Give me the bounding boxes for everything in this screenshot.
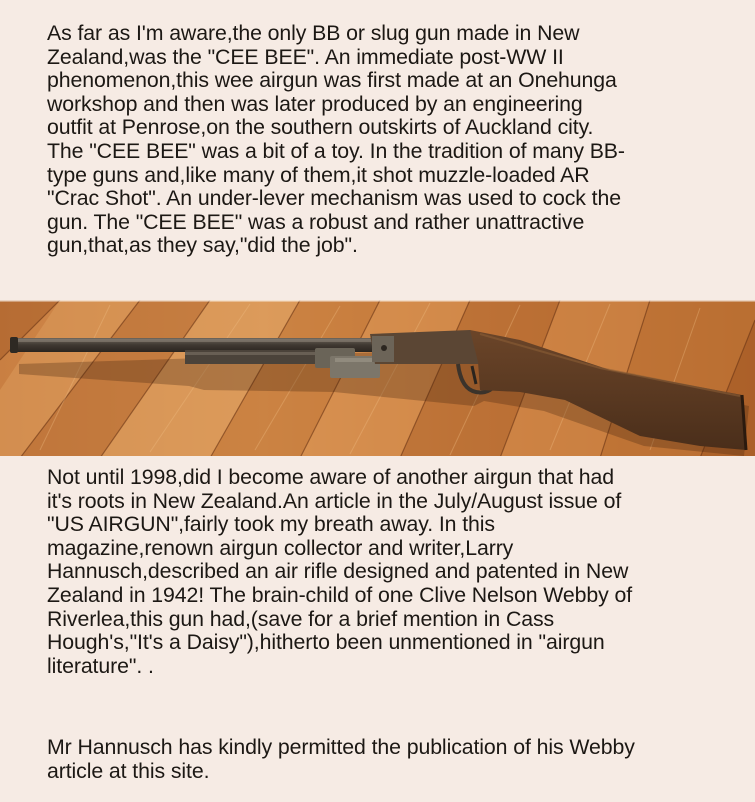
intro-paragraph: As far as I'm aware,the only BB or slug gun made in New Zealand,was the "CEE BEE". An immediate post-WW II phenomenon,this wee airgun was first made at an Onehunga workshop and then was later produced by an engineering outfit at Penrose,on the southern outskirts of Auckland city. The "CEE BEE" was a bit of a toy. In the tradition of many BB- type guns and,like many of them,it shot muzzle-loaded AR "Crac Shot". An under-lever mechanism was used to cock the gun. The "CEE BEE" was a robust and rather unattractive gun,that,as they say,"did the job". (47, 21, 625, 258)
airgun-receiver (370, 330, 485, 364)
airgun-photo (0, 300, 755, 458)
webby-article-paragraph: Not until 1998,did I become aware of another airgun that had it's roots in New Zealand.An article in the July/August issue of "US AIRGUN",fairly took my breath away. In this magazine,renown airgun collector and writer,Larry Hannusch,described an air rifle designed and patented in New Zealand in 1942! The brain-child of one Clive Nelson Webby of Riverlea,this gun had,(save for a brief mention in Cass Hough's,"It's a Daisy"),hitherto been unmentioned in "airgun literature". . (47, 465, 633, 678)
permission-paragraph: Mr Hannusch has kindly permitted the publication of his Webby article at this site. (47, 735, 635, 783)
